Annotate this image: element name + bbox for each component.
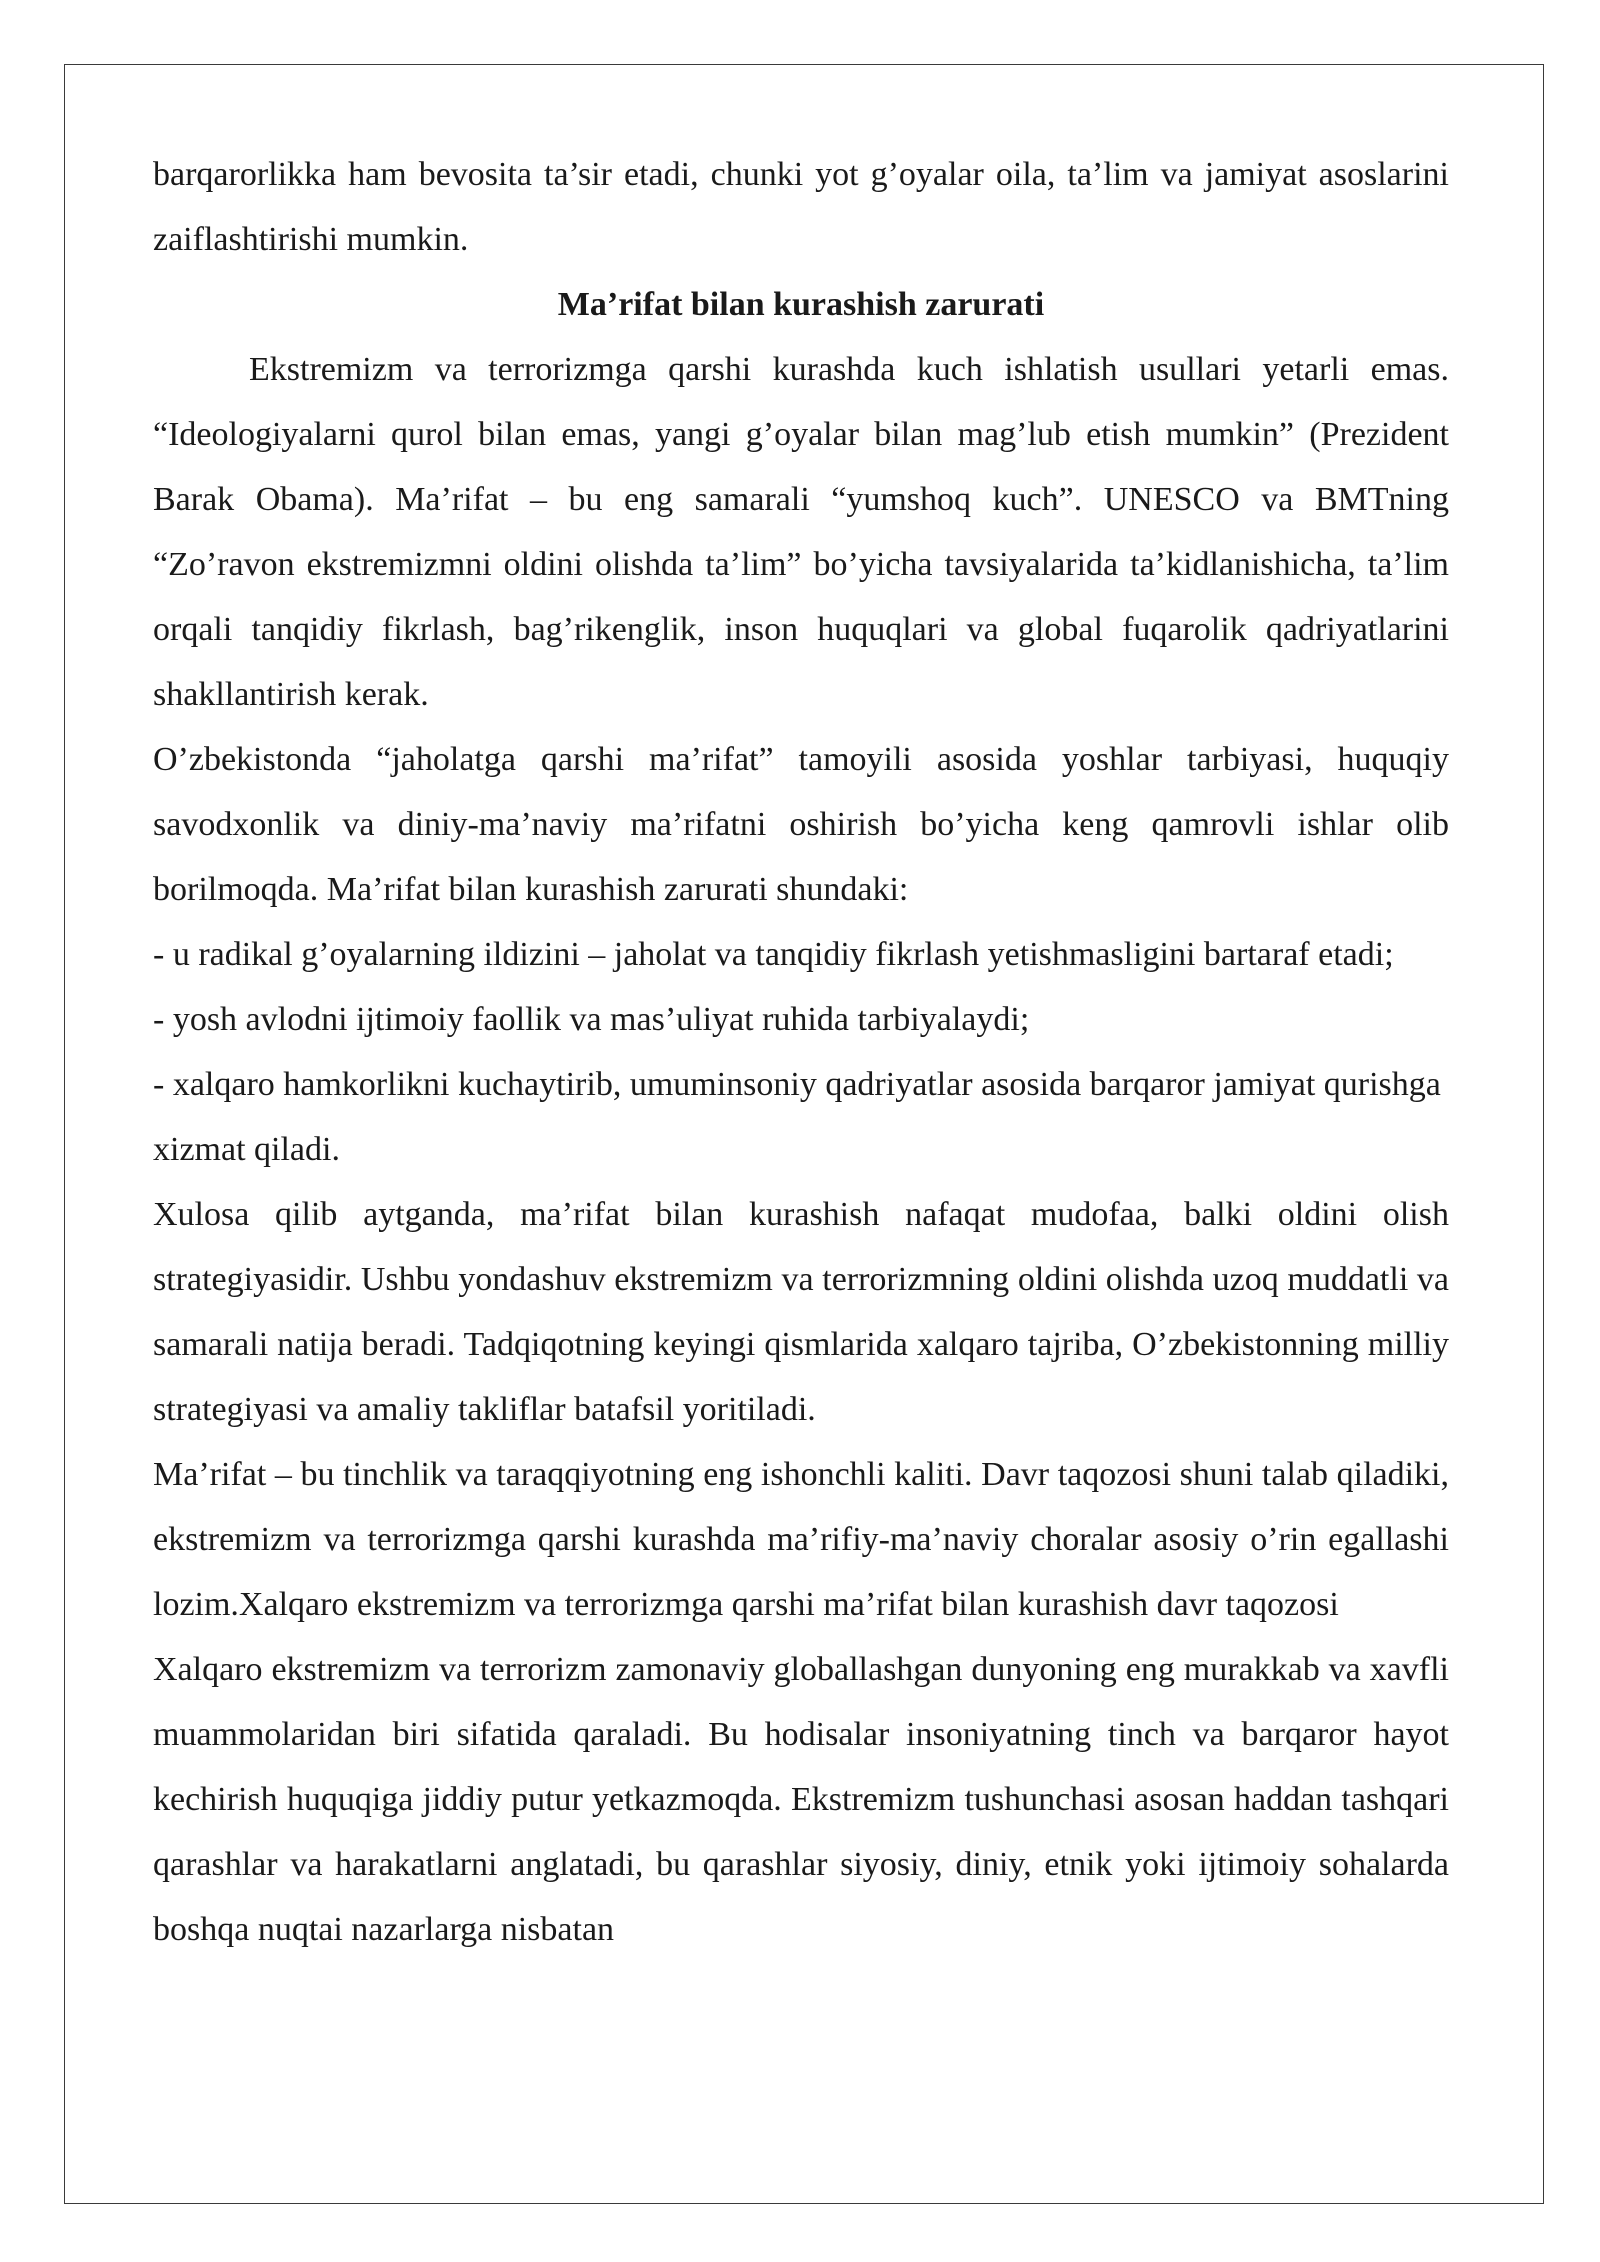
opening-paragraph: barqarorlikka ham bevosita ta’sir etadi, chunki yot g’oyalar oila, ta’lim va jamiyat asoslarini zaiflashtirishi mumkin. <box>153 156 1449 258</box>
section-heading: Ma’rifat bilan kurashish zarurati <box>557 286 1045 323</box>
list-item: - xalqaro hamkorlikni kuchaytirib, umuminsoniy qadriyatlar asosida barqaror jamiyat qurishga xizmat qiladi. <box>153 1066 1441 1168</box>
paragraph-uzbekistan: O’zbekistonda “jaholatga qarshi ma’rifat” tamoyili asosida yoshlar tarbiyasi, huquqiy savodxonlik va diniy-ma’naviy ma’rifatni oshirish bo’yicha keng qamrovli ishlar olib borilmoqda. Ma’rifat bilan kurashish zarurati shundaki: <box>153 741 1449 908</box>
list-item: - yosh avlodni ijtimoiy faollik va mas’uliyat ruhida tarbiyalaydi; <box>153 1001 1030 1038</box>
paragraph-conclusion: Xulosa qilib aytganda, ma’rifat bilan kurashish nafaqat mudofaa, balki oldini olish strategiyasidir. Ushbu yondashuv ekstremizm va terrorizmning oldini olishda uzoq muddatli va samarali natija beradi. Tadqiqotning keyingi qismlarida xalqaro tajriba, O’zbekistonning milliy strategiyasi va amaliy takliflar batafsil yoritiladi. <box>153 1196 1449 1428</box>
list-item: - u radikal g’oyalarning ildizini – jaholat va tanqidiy fikrlash yetishmasligini bartaraf etadi; <box>153 936 1394 973</box>
document-body <box>153 142 1449 1962</box>
paragraph-key: Ma’rifat – bu tinchlik va taraqqiyotning eng ishonchli kaliti. Davr taqozosi shuni talab qiladiki, ekstremizm va terrorizmga qarshi kurashda ma’rifiy-ma’naviy choralar asosiy o’rin egallashi lozim.Xalqaro ekstremizm va terrorizmga qarshi ma’rifat bilan kurashish davr taqozosi <box>153 1456 1449 1623</box>
paragraph-intro: Ekstremizm va terrorizmga qarshi kurashda kuch ishlatish usullari yetarli emas. “Ideologiyalarni qurol bilan emas, yangi g’oyalar bilan mag’lub etish mumkin” (Prezident Barak Obama). Ma’rifat – bu eng samarali “yumshoq kuch”. UNESCO va BMTning “Zo’ravon ekstremizmni oldini olishda ta’lim” bo’yicha tavsiyalarida ta’kidlanishicha, ta’lim orqali tanqidiy fikrlash, bag’rikenglik, inson huquqlari va global fuqarolik qadriyatlarini shakllantirish kerak. <box>153 351 1449 713</box>
paragraph-global: Xalqaro ekstremizm va terrorizm zamonaviy globallashgan dunyoning eng murakkab va xavfli muammolaridan biri sifatida qaraladi. Bu hodisalar insoniyatning tinch va barqaror hayot kechirish huquqiga jiddiy putur yetkazmoqda. Ekstremizm tushunchasi asosan haddan tashqari qarashlar va harakatlarni anglatadi, bu qarashlar siyosiy, diniy, etnik yoki ijtimoiy sohalarda boshqa nuqtai nazarlarga nisbatan <box>153 1651 1449 1948</box>
